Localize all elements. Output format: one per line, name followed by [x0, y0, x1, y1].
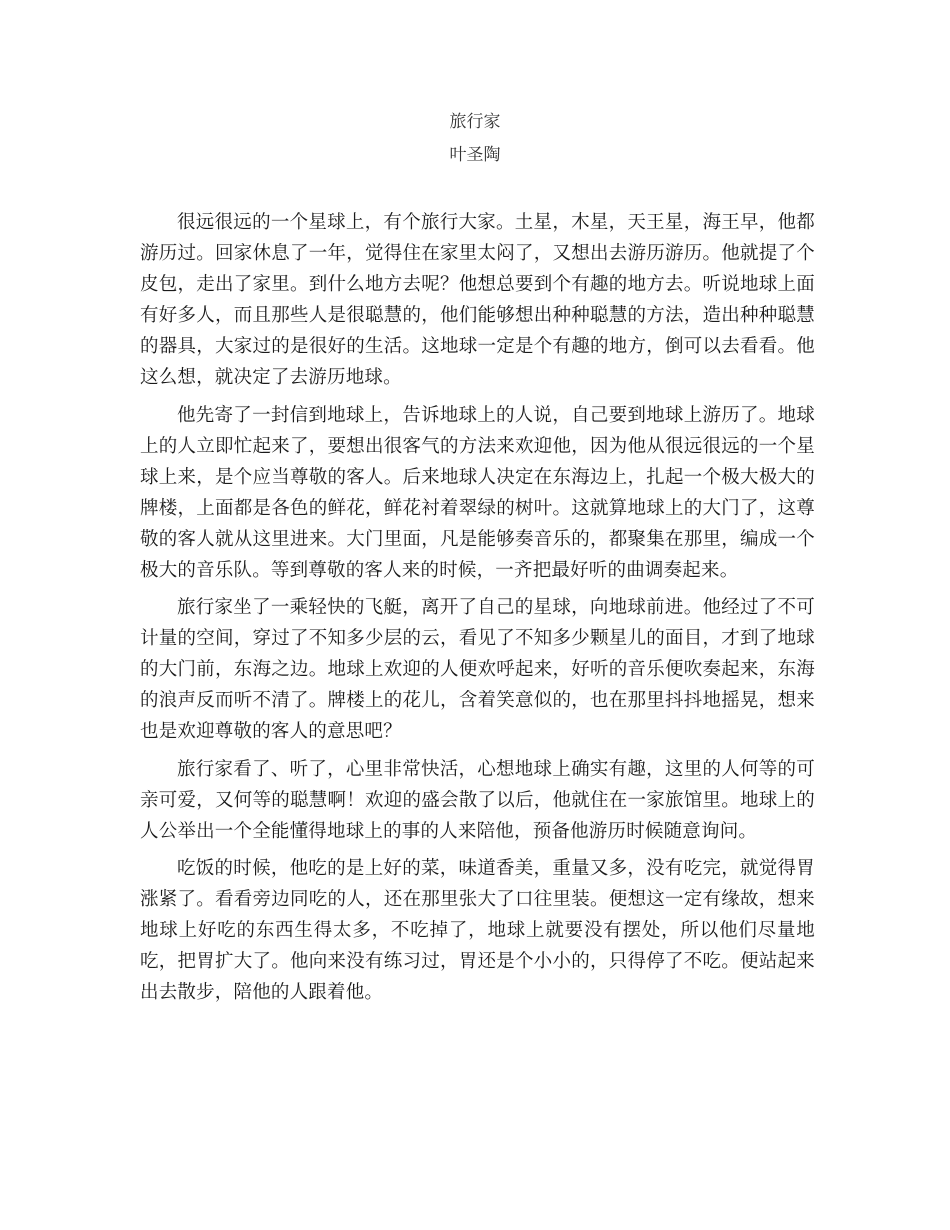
paragraph-5: 吃饭的时候，他吃的是上好的菜，味道香美，重量又多，没有吃完，就觉得胃涨紧了。看看旁边同吃的人，还在那里张大了口往里装。便想这一定有缘故，想来地球上好吃的东西生得太多，不吃掉了，地球上就要没有摆处，所以他们尽量地吃，把胃扩大了。他向来没有练习过，胃还是个小小的，只得停了不吃。便站起来出去散步，陪他的人跟着他。 — [140, 858, 815, 1003]
document-author: 叶圣陶 — [449, 145, 501, 165]
paragraph-4: 旅行家看了、听了，心里非常快活，心想地球上确实有趣，这里的人何等的可亲可爱，又何等的聪慧啊！欢迎的盛会散了以后，他就住在一家旅馆里。地球上的人公举出一个全能懂得地球上的事的人来陪他，预备他游历时候随意询问。 — [140, 758, 815, 842]
paragraph-1: 很远很远的一个星球上，有个旅行大家。土星，木星，天王星，海王早，他都游历过。回家休息了一年，觉得住在家里太闷了，又想出去游历游历。他就提了个皮包，走出了家里。到什么地方去呢？他想总要到个有趣的地方去。听说地球上面有好多人，而且那些人是很聪慧的，他们能够想出种种聪慧的方法，造出种种聪慧的器具，大家过的是很好的生活。这地球一定是个有趣的地方，倒可以去看看。他这么想，就决定了去游历地球。 — [140, 212, 815, 388]
document-body — [140, 207, 815, 1015]
paragraph-3: 旅行家坐了一乘轻快的飞艇，离开了自己的星球，向地球前进。他经过了不可计量的空间，穿过了不知多少层的云，看见了不知多少颗星儿的面目，才到了地球的大门前，东海之边。地球上欢迎的人便欢呼起来，好听的音乐便吹奏起来，东海的浪声反而听不清了。牌楼上的花儿，含着笑意似的，也在那里抖抖地摇晃，想来也是欢迎尊敬的客人的意思吧？ — [140, 597, 815, 742]
document-title: 旅行家 — [449, 112, 501, 132]
paragraph-2: 他先寄了一封信到地球上，告诉地球上的人说，自己要到地球上游历了。地球上的人立即忙起来了，要想出很客气的方法来欢迎他，因为他从很远很远的一个星球上来，是个应当尊敬的客人。后来地球人决定在东海边上，扎起一个极大极大的牌楼，上面都是各色的鲜花，鲜花衬着翠绿的树叶。这就算地球上的大门了，这尊敬的客人就从这里进来。大门里面，凡是能够奏音乐的，都聚集在那里，编成一个极大的音乐队。等到尊敬的客人来的时候，一齐把最好听的曲调奏起来。 — [140, 404, 815, 581]
